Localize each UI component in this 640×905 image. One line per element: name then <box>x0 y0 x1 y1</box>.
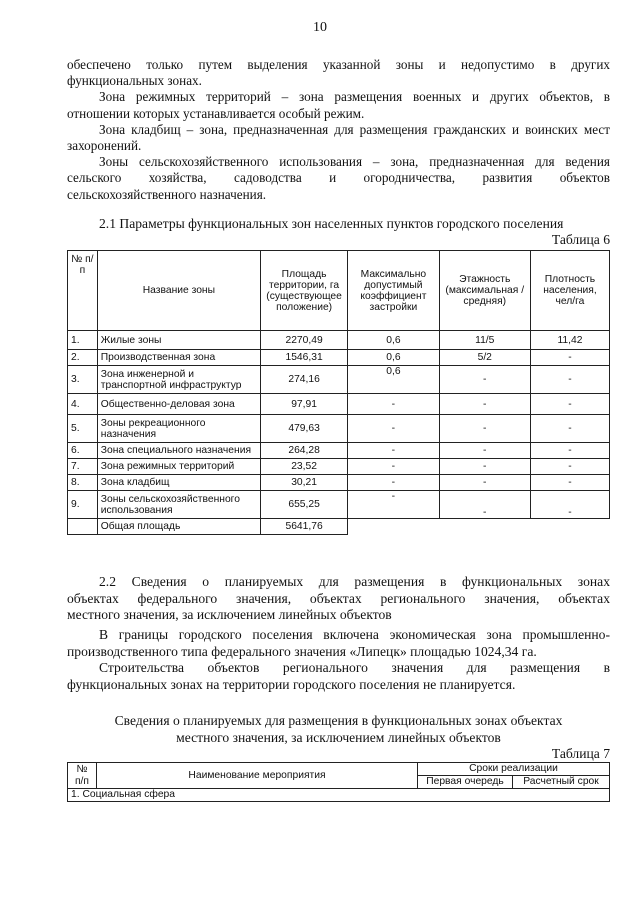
table-6 <box>67 250 610 535</box>
table7-section-social: 1. Социальная сфера <box>68 789 610 802</box>
intro-text <box>67 57 610 203</box>
row-density: - <box>530 491 609 519</box>
row-num: 3. <box>68 366 98 394</box>
row-num: 8. <box>68 475 98 491</box>
section-2-2-line2: объектах федерального значения, объектах регионального значения, объектах <box>67 590 610 606</box>
intro-p4-line3: сельскохозяйственного назначения. <box>67 186 267 202</box>
table6-label: Таблица 6 <box>551 232 610 248</box>
section-2-1-heading: 2.1 Параметры функциональных зон населенных пунктов городского поселения <box>99 216 564 231</box>
row-floors: - <box>439 394 530 415</box>
row-num: 9. <box>68 491 98 519</box>
row-area: 2270,49 <box>260 331 347 350</box>
intro-p3-line1: Зона кладбищ – зона, предназначенная для размещения гражданских и воинских мест <box>99 121 610 137</box>
table7-caption-line1: Сведения о планируемых для размещения в функциональных зонах объектах <box>114 713 563 728</box>
row-area: 274,16 <box>260 366 347 394</box>
table6-header-row <box>68 251 610 331</box>
row-name: Производственная зона <box>97 350 260 366</box>
build-paragraph-line1: Строительства объектов регионального значения для размещения в <box>99 660 610 676</box>
row-coef: 0,6 <box>348 350 439 366</box>
table7-caption-line2: местного значения, за исключением линейных объектов <box>176 729 501 745</box>
row-coef: 0,6 <box>348 366 439 394</box>
row-floors: - <box>439 475 530 491</box>
intro-p4-line1: Зоны сельскохозяйственного использования – зона, предназначенная для ведения <box>99 154 610 170</box>
row-num: 4. <box>68 394 98 415</box>
row-name: Зона инженерной и транспортной инфраструктур <box>97 366 260 394</box>
total-num <box>68 519 98 535</box>
table-row <box>68 331 610 350</box>
table-row <box>68 443 610 459</box>
table-row <box>68 491 610 519</box>
table-row <box>68 475 610 491</box>
row-density: - <box>530 475 609 491</box>
intro-p4-line2: сельского хозяйства, садоводства и огородничества, развития объектов <box>67 170 610 186</box>
row-density: - <box>530 443 609 459</box>
row-area: 264,28 <box>260 443 347 459</box>
section-2-2-line1: 2.2 Сведения о планируемых для размещения в функциональных зонах <box>99 574 610 589</box>
total-area: 5641,76 <box>260 519 347 535</box>
intro-p2-line1: Зона режимных территорий – зона размещения военных и других объектов, в <box>99 89 610 105</box>
table7-section-row <box>68 789 610 802</box>
row-name: Зона режимных территорий <box>97 459 260 475</box>
row-area: 30,21 <box>260 475 347 491</box>
row-floors: 11/5 <box>439 331 530 350</box>
table7-label: Таблица 7 <box>551 746 610 762</box>
intro-p1-line2: функциональных зонах. <box>67 73 202 89</box>
intro-p3-line2: захоронений. <box>67 138 142 154</box>
table6-header-floors: Этажность (максимальная /средняя) <box>439 251 530 331</box>
row-num: 5. <box>68 415 98 443</box>
row-floors: - <box>439 415 530 443</box>
table7-header-terms: Сроки реализации <box>418 763 610 776</box>
table6-total-row <box>68 519 610 535</box>
table-row <box>68 350 610 366</box>
table-7 <box>67 762 610 802</box>
row-density: - <box>530 415 609 443</box>
intro-p2-line2: отношении которых устанавливается особый режим. <box>67 105 365 121</box>
row-coef: - <box>348 459 439 475</box>
row-coef: - <box>348 415 439 443</box>
table7-caption <box>67 713 610 763</box>
intro-p1-line1: обеспечено только путем выделения указанной зоны и недопустимо в других <box>67 57 610 72</box>
table-row <box>68 459 610 475</box>
table7-header-first: Первая очередь <box>418 776 513 789</box>
table6-header-density: Плотность населения, чел/га <box>530 251 609 331</box>
row-floors: - <box>439 366 530 394</box>
table7-header-calc: Расчетный срок <box>513 776 610 789</box>
table6-header-name: Название зоны <box>97 251 260 331</box>
table-row <box>68 366 610 394</box>
section-2-2 <box>67 574 610 624</box>
row-coef: - <box>348 491 439 519</box>
row-area: 23,52 <box>260 459 347 475</box>
row-name: Зона специального назначения <box>97 443 260 459</box>
table7-header-name: Наименование мероприятия <box>97 763 418 789</box>
row-area: 97,91 <box>260 394 347 415</box>
row-floors: - <box>439 443 530 459</box>
row-name: Общественно-деловая зона <box>97 394 260 415</box>
table6-header-num: № п/п <box>68 251 98 331</box>
row-coef: - <box>348 475 439 491</box>
row-num: 2. <box>68 350 98 366</box>
row-area: 655,25 <box>260 491 347 519</box>
row-density: - <box>530 459 609 475</box>
build-paragraph-line2: функциональных зонах на территории городского поселения не планируется. <box>67 676 516 692</box>
row-name: Зоны сельскохозяйственного использования <box>97 491 260 519</box>
row-num: 7. <box>68 459 98 475</box>
row-density: - <box>530 350 609 366</box>
table6-header-coef: Максимально допустимый коэффициент застройки <box>348 251 439 331</box>
row-density: 11,42 <box>530 331 609 350</box>
zone-paragraph <box>67 627 610 693</box>
row-name: Жилые зоны <box>97 331 260 350</box>
row-num: 6. <box>68 443 98 459</box>
row-coef: - <box>348 394 439 415</box>
row-coef: 0,6 <box>348 331 439 350</box>
row-floors: 5/2 <box>439 350 530 366</box>
row-name: Зона кладбищ <box>97 475 260 491</box>
total-name: Общая площадь <box>97 519 260 535</box>
row-name: Зоны рекреационного назначения <box>97 415 260 443</box>
row-coef: - <box>348 443 439 459</box>
table7-header-row1 <box>68 763 610 776</box>
zone-paragraph-line1: В границы городского поселения включена экономическая зона промышленно- <box>99 627 610 642</box>
row-density: - <box>530 394 609 415</box>
table-row <box>68 394 610 415</box>
table-row <box>68 415 610 443</box>
page-number: 10 <box>313 20 327 35</box>
row-density: - <box>530 366 609 394</box>
row-area: 479,63 <box>260 415 347 443</box>
zone-paragraph-line2: производственного типа федерального значения «Липецк» площадью 1024,34 га. <box>67 643 537 659</box>
row-num: 1. <box>68 331 98 350</box>
section-2-1 <box>67 216 610 248</box>
row-area: 1546,31 <box>260 350 347 366</box>
row-floors: - <box>439 491 530 519</box>
table6-header-area: Площадь территории, га (существующее положение) <box>260 251 347 331</box>
table7-header-num: № п/п <box>68 763 97 789</box>
section-2-2-line3: местного значения, за исключением линейных объектов <box>67 607 392 623</box>
row-floors: - <box>439 459 530 475</box>
